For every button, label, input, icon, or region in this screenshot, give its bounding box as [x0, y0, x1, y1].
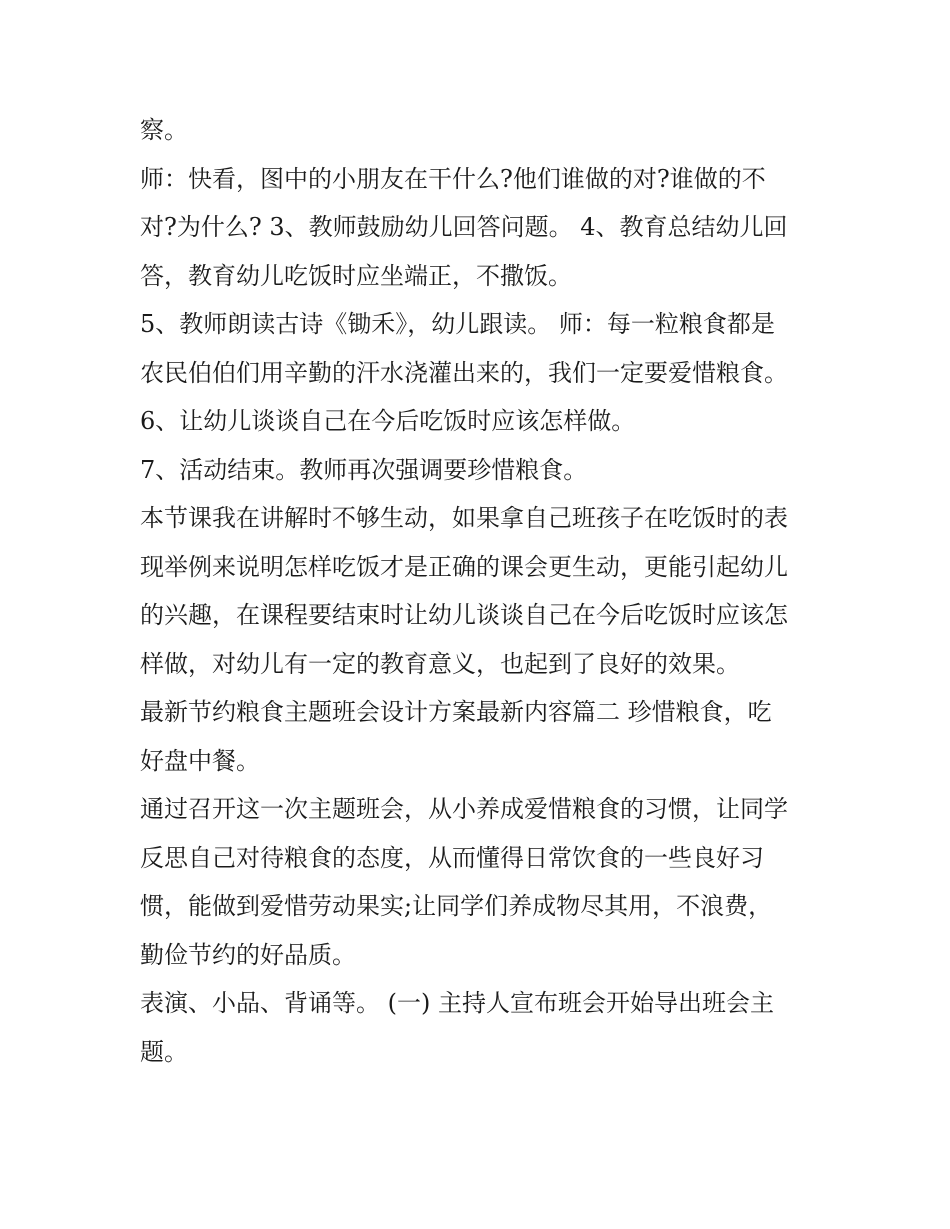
text-line: 农民伯伯们用辛勤的汗水浇灌出来的，我们一定要爱惜粮食。 [140, 358, 788, 387]
text-line: 答，教育幼儿吃饭时应坐端正，不撒饭。 [140, 261, 572, 290]
text-line: 现举例来说明怎样吃饭才是正确的课会更生动，更能引起幼儿 [140, 552, 788, 581]
text-line: 察。 [140, 116, 188, 144]
text-line: 表演、小品、背诵等。 (一) 主持人宣布班会开始导出班会主 [140, 989, 774, 1017]
text-line: 师：快看，图中的小朋友在干什么?他们谁做的对?谁做的不 [140, 164, 766, 193]
text-line: 7、活动结束。教师再次强调要珍惜粮食。 [140, 455, 588, 484]
text-line: 本节课我在讲解时不够生动，如果拿自己班孩子在吃饭时的表 [140, 504, 788, 532]
text-line: 通过召开这一次主题班会，从小养成爱惜粮食的习惯，让同学 [140, 795, 788, 823]
text-line: 题。 [140, 1037, 188, 1066]
text-line: 反思自己对待粮食的态度，从而懂得日常饮食的一些良好习 [140, 843, 764, 872]
text-line: 6、让幼儿谈谈自己在今后吃饭时应该怎样做。 [140, 407, 636, 435]
text-line: 惯，能做到爱惜劳动果实;让同学们养成物尽其用，不浪费， [140, 892, 773, 920]
text-line: 的兴趣，在课程要结束时让幼儿谈谈自己在今后吃饭时应该怎 [140, 601, 788, 629]
text-line: 样做，对幼儿有一定的教育意义，也起到了良好的效果。 [140, 649, 740, 678]
document-body [140, 106, 820, 1076]
text-line: 对?为什么? 3、教师鼓励幼儿回答问题。 4、教育总结幼儿回 [140, 213, 788, 241]
text-line: 最新节约粮食主题班会设计方案最新内容篇二 珍惜粮食，吃 [140, 698, 772, 726]
text-line: 勤俭节约的好品质。 [140, 940, 356, 969]
text-line: 好盘中餐。 [140, 746, 260, 775]
text-line: 5、教师朗读古诗《锄禾》，幼儿跟读。 师：每一粒粮食都是 [140, 310, 775, 338]
